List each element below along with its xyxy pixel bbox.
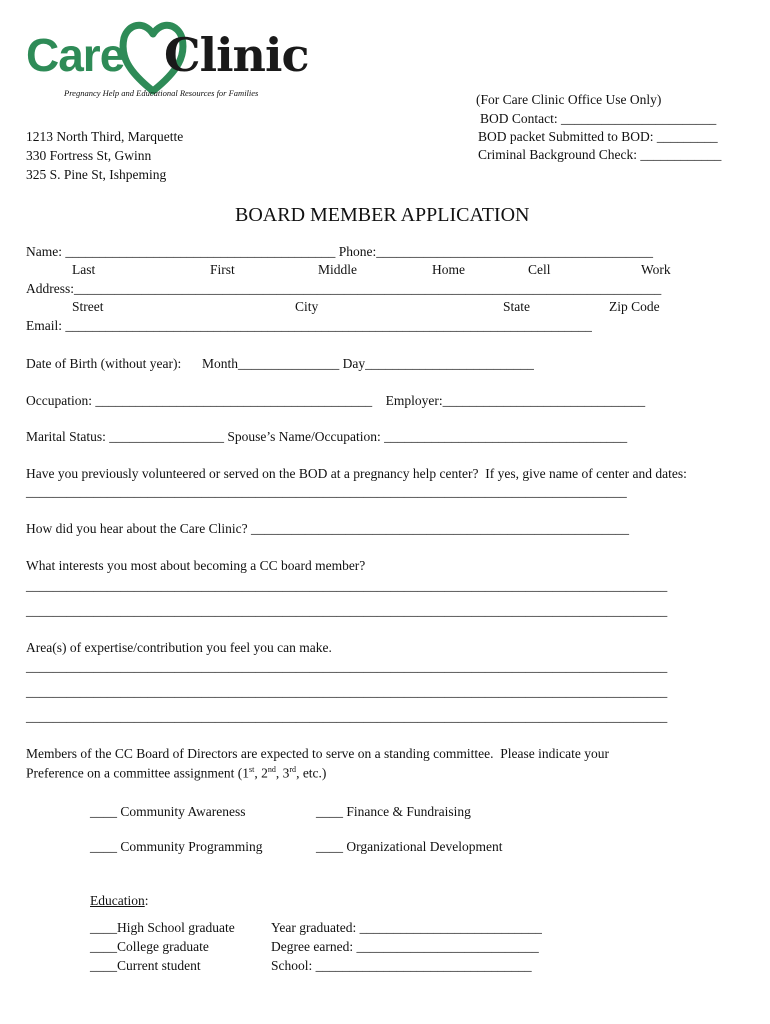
interest-answer-line-1[interactable]: _______________________________________________________________________________________________ <box>26 578 668 593</box>
committee-community-awareness[interactable]: ____ Community Awareness <box>90 804 246 819</box>
name-middle-label: Middle <box>318 262 357 277</box>
address-line-3: 325 S. Pine St, Ishpeming <box>26 167 167 182</box>
volunteer-question: Have you previously volunteered or served on the BOD at a pregnancy help center? If yes, give name of center and dates: <box>26 466 687 481</box>
marital-status-field[interactable]: Marital Status: _________________ Spouse’s Name/Occupation: ____________________________________ <box>26 429 628 444</box>
page-title: BOARD MEMBER APPLICATION <box>235 204 530 226</box>
interest-answer-line-2[interactable]: _______________________________________________________________________________________________ <box>26 603 668 618</box>
address-line-2: 330 Fortress St, Gwinn <box>26 148 152 163</box>
committee-community-programming[interactable]: ____ Community Programming <box>90 839 263 854</box>
bod-packet-field[interactable]: BOD packet Submitted to BOD: _________ <box>478 129 718 144</box>
phone-work-label: Work <box>641 262 671 277</box>
education-college[interactable]: ____College graduate <box>90 939 209 954</box>
expertise-answer-line-1[interactable]: _______________________________________________________________________________________________ <box>26 659 668 674</box>
volunteer-answer-line[interactable]: _________________________________________________________________________________________ <box>26 484 627 499</box>
address-line-1: 1213 North Third, Marquette <box>26 129 184 144</box>
occupation-employer-field[interactable]: Occupation: _________________________________________ Employer:______________________________ <box>26 393 646 408</box>
dob-label: Date of Birth (without year): <box>26 356 182 371</box>
bod-contact-field[interactable]: BOD Contact: _______________________ <box>480 111 717 126</box>
degree-earned-field[interactable]: Degree earned: ___________________________ <box>271 939 539 954</box>
city-label: City <box>295 299 319 314</box>
interest-question: What interests you most about becoming a CC board member? <box>26 558 366 573</box>
expertise-answer-line-2[interactable]: _______________________________________________________________________________________________ <box>26 684 668 699</box>
state-label: State <box>503 299 530 314</box>
email-field[interactable]: Email: ______________________________________________________________________________ <box>26 318 592 333</box>
dob-field[interactable]: Month_______________ Day_________________________ <box>202 356 534 371</box>
year-graduated-field[interactable]: Year graduated: ___________________________ <box>271 920 542 935</box>
committee-instructions-2: Preference on a committee assignment (1st, 2nd, 3rd, etc.) <box>26 765 327 781</box>
school-field[interactable]: School: ________________________________ <box>271 958 532 973</box>
phone-home-label: Home <box>432 262 465 277</box>
committee-instructions-1: Members of the CC Board of Directors are expected to serve on a standing committee. Please indicate your <box>26 746 609 761</box>
name-last-label: Last <box>72 262 96 277</box>
logo-clinic-text: Clinic <box>164 28 309 82</box>
committee-organizational-development[interactable]: ____ Organizational Development <box>316 839 503 854</box>
education-heading: Education: <box>90 893 149 908</box>
education-high-school[interactable]: ____High School graduate <box>90 920 235 935</box>
logo-tagline: Pregnancy Help and Educational Resources for Families <box>64 88 259 98</box>
logo-care-text: Care <box>26 29 125 81</box>
committee-finance-fundraising[interactable]: ____ Finance & Fundraising <box>316 804 471 819</box>
expertise-question: Area(s) of expertise/contribution you feel you can make. <box>26 640 332 655</box>
education-current-student[interactable]: ____Current student <box>90 958 201 973</box>
office-use-heading: (For Care Clinic Office Use Only) <box>476 92 662 107</box>
name-first-label: First <box>210 262 235 277</box>
zip-label: Zip Code <box>609 299 660 314</box>
expertise-answer-line-3[interactable]: _______________________________________________________________________________________________ <box>26 709 668 724</box>
phone-cell-label: Cell <box>528 262 551 277</box>
address-field[interactable]: Address:_______________________________________________________________________________________ <box>26 281 662 296</box>
street-label: Street <box>72 299 104 314</box>
background-check-field[interactable]: Criminal Background Check: ____________ <box>478 147 722 162</box>
hear-about-field[interactable]: How did you hear about the Care Clinic? ________________________________________________________ <box>26 521 629 536</box>
name-phone-field[interactable]: Name: ________________________________________ Phone:_________________________________________ <box>26 244 653 259</box>
logo <box>26 16 309 102</box>
